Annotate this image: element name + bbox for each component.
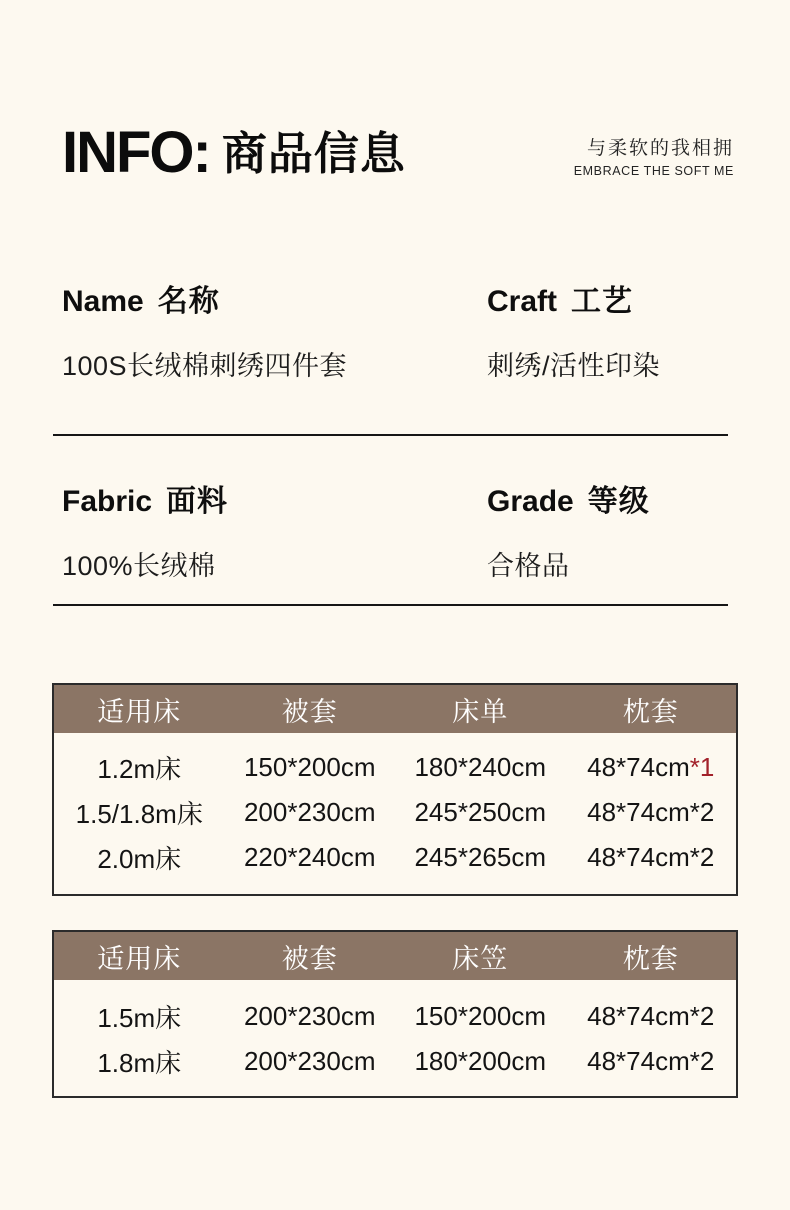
header-cell-bed: 适用床 xyxy=(97,696,182,727)
header-cell-duvet: 被套 xyxy=(281,696,338,727)
spec-grade-label xyxy=(487,484,650,520)
spec-craft-label xyxy=(487,284,660,320)
spec-name-label-en: Name xyxy=(62,285,144,318)
table-row xyxy=(54,745,736,790)
spec-grade xyxy=(487,484,650,583)
spec-fabric-label-cn: 面料 xyxy=(166,485,229,518)
spec-name xyxy=(62,284,347,383)
info-title-cn: 商品信息 xyxy=(221,127,406,179)
cell-pillow: 48*74cm*2 xyxy=(587,1001,715,1031)
spec-name-value: 100S长绒棉刺绣四件套 xyxy=(62,351,348,381)
spec-grade-label-cn: 等级 xyxy=(587,485,650,518)
tagline-english: EMBRACE THE SOFT ME xyxy=(573,163,734,178)
table-row xyxy=(54,994,736,1039)
spec-craft-label-en: Craft xyxy=(487,285,558,318)
spec-name-label-cn: 名称 xyxy=(157,285,220,318)
header-cell-duvet: 被套 xyxy=(281,943,338,974)
cell-sheet: 245*250cm xyxy=(414,797,547,827)
cell-duvet: 150*200cm xyxy=(243,752,376,782)
page-title xyxy=(62,120,406,185)
spec-craft xyxy=(487,284,660,383)
size-table-fitted-sheet-body xyxy=(54,980,736,1096)
table-row xyxy=(54,1039,736,1084)
cell-duvet: 200*230cm xyxy=(243,1046,376,1076)
size-table-flat-sheet xyxy=(52,683,738,896)
spec-name-label xyxy=(62,284,347,320)
header-cell-pillow: 枕套 xyxy=(622,696,679,727)
spec-fabric-label-en: Fabric xyxy=(62,485,153,518)
spec-grade-label-en: Grade xyxy=(487,485,574,518)
cell-duvet: 200*230cm xyxy=(243,797,376,827)
header-cell-bed: 适用床 xyxy=(97,943,182,974)
pillow-count-highlight: *1 xyxy=(689,752,715,782)
size-table-flat-sheet-header xyxy=(54,685,736,733)
page-header xyxy=(62,120,734,185)
table-row xyxy=(54,790,736,835)
divider-line-1 xyxy=(53,434,728,436)
cell-sheet: 245*265cm xyxy=(414,842,547,872)
cell-pillow: 48*74cm*1 xyxy=(587,752,715,782)
cell-duvet: 220*240cm xyxy=(243,842,376,872)
header-cell-sheet: 床单 xyxy=(452,696,509,727)
cell-bed: 1.2m床 xyxy=(97,754,182,784)
spec-craft-label-cn: 工艺 xyxy=(571,285,634,318)
cell-fitted: 150*200cm xyxy=(414,1001,547,1031)
cell-duvet: 200*230cm xyxy=(243,1001,376,1031)
cell-bed: 2.0m床 xyxy=(97,844,182,874)
table-row xyxy=(54,835,736,880)
spec-fabric-value: 100%长绒棉 xyxy=(62,551,216,581)
cell-pillow: 48*74cm*2 xyxy=(587,797,715,827)
divider-line-2 xyxy=(53,604,728,606)
spec-fabric-label xyxy=(62,484,228,520)
size-table-flat-sheet-body xyxy=(54,733,736,894)
info-title-en: INFO: xyxy=(62,120,210,185)
size-table-fitted-sheet-header xyxy=(54,932,736,980)
cell-pillow: 48*74cm*2 xyxy=(587,1046,715,1076)
cell-sheet: 180*240cm xyxy=(414,752,547,782)
spec-fabric xyxy=(62,484,228,583)
spec-craft-value: 刺绣/活性印染 xyxy=(487,351,661,381)
header-cell-fitted: 床笠 xyxy=(452,943,509,974)
cell-pillow: 48*74cm*2 xyxy=(587,842,715,872)
size-table-fitted-sheet xyxy=(52,930,738,1098)
brand-tagline xyxy=(574,138,734,178)
cell-bed: 1.5m床 xyxy=(97,1003,182,1033)
tagline-chinese: 与柔软的我相拥 xyxy=(586,138,734,159)
header-cell-pillow: 枕套 xyxy=(622,943,679,974)
spec-grade-value: 合格品 xyxy=(487,551,570,581)
cell-bed: 1.5/1.8m床 xyxy=(75,799,203,829)
cell-fitted: 180*200cm xyxy=(414,1046,547,1076)
cell-bed: 1.8m床 xyxy=(97,1048,182,1078)
